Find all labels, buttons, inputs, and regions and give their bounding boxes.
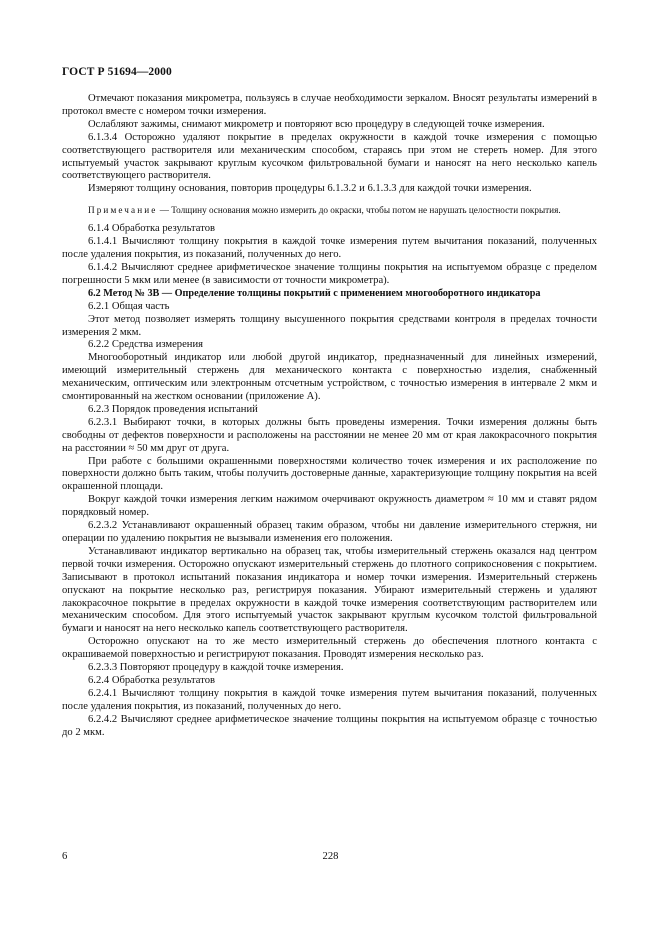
section-heading: 6.2.1 Общая часть xyxy=(88,300,170,312)
paragraph: Вокруг каждой точки измерения легким нажимом очерчивают окружность диаметром ≈ 10 мм и ставят рядом порядковый номер. xyxy=(62,494,597,519)
paragraph: 6.1.4.1 Вычисляют толщину покрытия в каждой точке измерения путем вычитания показаний, полученных после удаления покрытия, из показаний, полученных до него. xyxy=(62,236,597,261)
standard-number: ГОСТ Р 51694—2000 xyxy=(62,66,172,78)
document-body xyxy=(62,93,597,740)
paragraph: 6.2.4.2 Вычисляют среднее арифметическое значение толщины покрытия на испытуемом образце с точностью до 2 мкм. xyxy=(62,713,597,738)
paragraph: Отмечают показания микрометра, пользуясь в случае необходимости зеркалом. Вносят результаты измерений в протокол вместе с номером точки измерения. xyxy=(62,93,597,117)
paragraph: Устанавливают индикатор вертикально на образец так, чтобы измерительный стержень оказался над центром первой точки измерения. Осторожно опускают измерительный стержень до плотного соприкосновения с покрытием. Записывают в протокол испытаний показания индикатора и номер точки измерения. Измерительный стержень опускают на покрытие несколько раз, регистрируя показания. Убирают измерительный стержень и удаляют лакокрасочное покрытие в пределах окружности в каждой точке измерения соответствующим растворителем или механическим способом. Для этого испытуемый участок закрывают круглым кусочком толстой фильтровальной бумаги и наносят на него несколько капель соответствующего растворителя. xyxy=(62,545,597,635)
paragraph: Этот метод позволяет измерять толщину высушенного покрытия средствами контроля в пределах точности измерения 2 мкм. xyxy=(62,313,597,338)
method-heading: 6.2 Метод № 3В — Определение толщины покрытий с применением многооборотного индикатора xyxy=(88,287,541,299)
note-label: Примечание xyxy=(88,205,158,216)
section-heading: 6.2.2 Средства измерения xyxy=(88,339,204,351)
sheet-number: 228 xyxy=(322,851,339,862)
paragraph: 6.2.3.2 Устанавливают окрашенный образец таким образом, чтобы ни давление измерительного стержня, ни операции по удалению покрытия не вызывали изменения его положения. xyxy=(62,520,597,544)
paragraph: Осторожно опускают на то же место измерительный стержень до обеспечения плотного контакта с окрашиваемой поверхностью и регистрируют показания. Проводят измерения несколько раз. xyxy=(62,636,597,661)
paragraph: 6.2.3.1 Выбирают точки, в которых должны быть проведены измерения. Точки измерения должны быть свободны от дефектов поверхности и расположены на расстоянии не менее 20 мм от края лакокрасочного покрытия на расстоянии ≈ 50 мм друг от друга. xyxy=(62,416,597,454)
paragraph: Многооборотный индикатор или любой другой индикатор, предназначенный для линейных измерений, имеющий измерительный стержень для механического контакта с поверхностью изделия, снабженный механическим, оптическим или электронным отсчетным устройством, с точностью измерения в интервале 2 мкм и смонтированный на жестком основании (приложение А). xyxy=(62,352,597,403)
paragraph: 6.2.3.3 Повторяют процедуру в каждой точке измерения. xyxy=(88,662,344,674)
paragraph: 6.1.4.2 Вычисляют среднее арифметическое значение толщины покрытия на испытуемом образце с пределом погрешности 5 мкм или менее (в зависимости от точности микрометра). xyxy=(62,261,597,286)
paragraph: 6.1.3.4 Осторожно удаляют покрытие в пределах окружности в каждой точке измерения с помощью соответствующего растворителя или механическим способом, стараясь при этом не стереть номер. Для этого испытуемый участок закрывают круглым кусочком фильтровальной бумаги и наносят на него несколько капель соответствующего растворителя. xyxy=(62,131,597,182)
page-number: 6 xyxy=(62,851,68,862)
section-heading: 6.2.4 Обработка результатов xyxy=(88,674,215,686)
paragraph: При работе с большими окрашенными поверхностями количество точек измерения и их расположение по поверхности должно быть таким, чтобы получить достоверные данные, характеризующие толщину покрытия на всей окрашенной площади. xyxy=(62,455,597,493)
paragraph: 6.2.4.1 Вычисляют толщину покрытия в каждой точке измерения путем вычитания показаний, полученных после удаления покрытия, из показаний, полученных до него. xyxy=(62,687,597,712)
note-text: — Толщину основания можно измерить до окраски, чтобы потом не нарушать целостности покрытия. xyxy=(157,205,561,216)
section-heading: 6.1.4 Обработка результатов xyxy=(88,223,215,235)
paragraph: Измеряют толщину основания, повторив процедуры 6.1.3.2 и 6.1.3.3 для каждой точки измерения. xyxy=(88,183,532,195)
note xyxy=(62,204,597,216)
paragraph: Ослабляют зажимы, снимают микрометр и повторяют всю процедуру в следующей точке измерения. xyxy=(88,118,545,130)
section-heading: 6.2.3 Порядок проведения испытаний xyxy=(88,403,258,415)
